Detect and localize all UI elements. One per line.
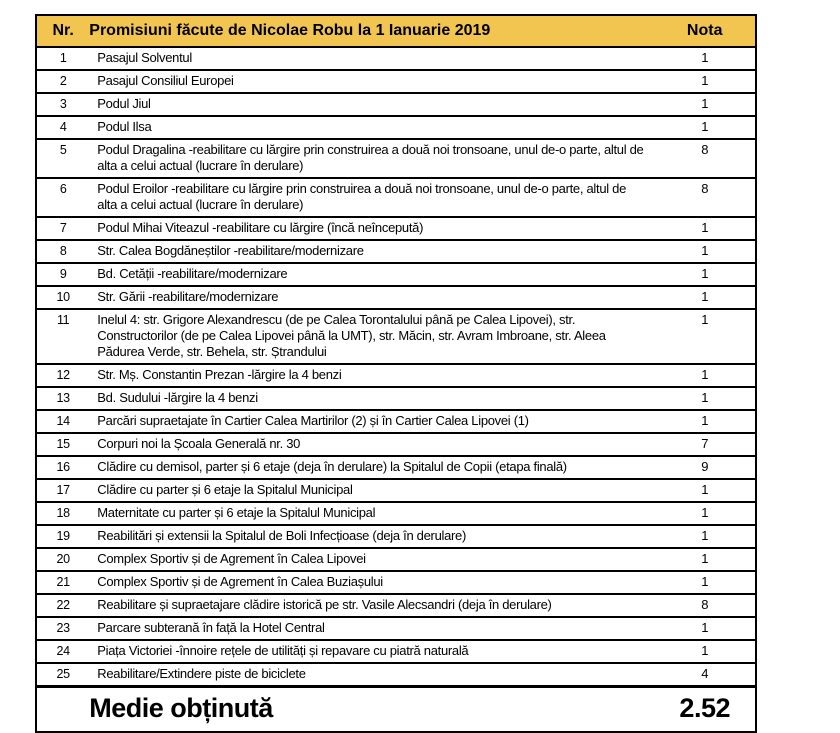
cell-nota: 1 — [654, 387, 756, 410]
cell-nota: 8 — [654, 178, 756, 217]
cell-nr: 5 — [36, 139, 89, 178]
table-row — [36, 571, 756, 594]
cell-nota: 9 — [654, 456, 756, 479]
col-header-nota: Nota — [654, 15, 756, 47]
cell-nota: 1 — [654, 47, 756, 70]
table-row — [36, 139, 756, 178]
cell-promise: Podul Dragalina -reabilitare cu lărgire prin construirea a două noi tronsoane, unul de-o parte, altul de alta a celui actual (lucrare în derulare) — [89, 139, 654, 178]
cell-nr: 6 — [36, 178, 89, 217]
table-row — [36, 640, 756, 663]
cell-nota: 8 — [654, 594, 756, 617]
cell-promise: Inelul 4: str. Grigore Alexandrescu (de pe Calea Torontalului până pe Calea Lipovei), str. Constructorilor (de pe Calea Lipovei până la UMT), str. Măcin, str. Avram Imbroane, str. Aleea Pădurea Verde, str. Behela, str. Ștrandului — [89, 309, 654, 364]
cell-promise: Maternitate cu parter și 6 etaje la Spitalul Municipal — [89, 502, 654, 525]
cell-promise: Reabilitări și extensii la Spitalul de Boli Infecțioase (deja în derulare) — [89, 525, 654, 548]
cell-nota: 1 — [654, 479, 756, 502]
cell-nota: 1 — [654, 617, 756, 640]
cell-nr: 10 — [36, 286, 89, 309]
cell-nr: 21 — [36, 571, 89, 594]
cell-nr: 14 — [36, 410, 89, 433]
cell-nota: 1 — [654, 116, 756, 139]
col-header-promise: Promisiuni făcute de Nicolae Robu la 1 Ianuarie 2019 — [89, 15, 654, 47]
average-label: Medie obținută — [89, 687, 654, 733]
cell-promise: Clădire cu demisol, parter și 6 etaje (deja în derulare) la Spitalul de Copii (etapa finală) — [89, 456, 654, 479]
table-row — [36, 116, 756, 139]
promises-table — [35, 14, 757, 733]
table-row — [36, 47, 756, 70]
cell-nota: 1 — [654, 70, 756, 93]
cell-nr: 8 — [36, 240, 89, 263]
table-row — [36, 217, 756, 240]
cell-nota: 1 — [654, 548, 756, 571]
cell-nr: 17 — [36, 479, 89, 502]
cell-nota: 8 — [654, 139, 756, 178]
cell-promise: Podul Eroilor -reabilitare cu lărgire prin construirea a două noi tronsoane, unul de-o parte, altul de alta a celui actual (lucrare în derulare) — [89, 178, 654, 217]
cell-nota: 1 — [654, 217, 756, 240]
cell-nr: 16 — [36, 456, 89, 479]
cell-promise: Bd. Cetății -reabilitare/modernizare — [89, 263, 654, 286]
cell-promise: Str. Mș. Constantin Prezan -lărgire la 4 benzi — [89, 364, 654, 387]
cell-nota: 1 — [654, 410, 756, 433]
table-row — [36, 479, 756, 502]
table-row — [36, 309, 756, 364]
cell-nr: 18 — [36, 502, 89, 525]
cell-nr: 22 — [36, 594, 89, 617]
cell-promise: Corpuri noi la Școala Generală nr. 30 — [89, 433, 654, 456]
cell-nr: 3 — [36, 93, 89, 116]
cell-nr: 15 — [36, 433, 89, 456]
cell-promise: Reabilitare/Extindere piste de biciclete — [89, 663, 654, 687]
col-header-nr: Nr. — [36, 15, 89, 47]
cell-nr: 7 — [36, 217, 89, 240]
table-row — [36, 93, 756, 116]
cell-nota: 1 — [654, 93, 756, 116]
cell-nr: 13 — [36, 387, 89, 410]
average-value: 2.52 — [654, 687, 756, 733]
cell-promise: Parcări supraetajate în Cartier Calea Martirilor (2) și în Cartier Calea Lipovei (1) — [89, 410, 654, 433]
cell-nota: 1 — [654, 240, 756, 263]
cell-nr: 20 — [36, 548, 89, 571]
cell-nr: 1 — [36, 47, 89, 70]
table-row — [36, 433, 756, 456]
cell-nr: 25 — [36, 663, 89, 687]
table-row — [36, 456, 756, 479]
cell-nota: 4 — [654, 663, 756, 687]
table-row — [36, 240, 756, 263]
table-row — [36, 525, 756, 548]
table-body — [36, 47, 756, 687]
cell-nota: 1 — [654, 263, 756, 286]
cell-nota: 1 — [654, 364, 756, 387]
cell-promise: Str. Calea Bogdăneștilor -reabilitare/modernizare — [89, 240, 654, 263]
table-row — [36, 70, 756, 93]
footer-spacer — [36, 687, 89, 733]
cell-promise: Piața Victoriei -înnoire rețele de utilități și repavare cu piatră naturală — [89, 640, 654, 663]
table-row — [36, 594, 756, 617]
cell-promise: Parcare subterană în față la Hotel Central — [89, 617, 654, 640]
cell-promise: Str. Gării -reabilitare/modernizare — [89, 286, 654, 309]
table-row — [36, 502, 756, 525]
cell-promise: Pasajul Solventul — [89, 47, 654, 70]
cell-nr: 24 — [36, 640, 89, 663]
table-row — [36, 263, 756, 286]
cell-nr: 2 — [36, 70, 89, 93]
cell-nr: 4 — [36, 116, 89, 139]
cell-nota: 1 — [654, 640, 756, 663]
cell-promise: Reabilitare și supraetajare clădire istorică pe str. Vasile Alecsandri (deja în derulare) — [89, 594, 654, 617]
cell-nr: 11 — [36, 309, 89, 364]
cell-nota: 1 — [654, 525, 756, 548]
table-row — [36, 548, 756, 571]
cell-promise: Clădire cu parter și 6 etaje la Spitalul Municipal — [89, 479, 654, 502]
cell-nr: 12 — [36, 364, 89, 387]
cell-nota: 1 — [654, 286, 756, 309]
table-header-row — [36, 15, 756, 47]
table-row — [36, 286, 756, 309]
cell-promise: Podul Mihai Viteazul -reabilitare cu lărgire (încă neîncepută) — [89, 217, 654, 240]
table-row — [36, 178, 756, 217]
table-row — [36, 617, 756, 640]
cell-nota: 1 — [654, 502, 756, 525]
cell-nr: 19 — [36, 525, 89, 548]
table-row — [36, 387, 756, 410]
cell-promise: Podul Ilsa — [89, 116, 654, 139]
cell-nr: 23 — [36, 617, 89, 640]
cell-promise: Podul Jiul — [89, 93, 654, 116]
cell-nota: 7 — [654, 433, 756, 456]
cell-nota: 1 — [654, 571, 756, 594]
cell-promise: Pasajul Consiliul Europei — [89, 70, 654, 93]
cell-promise: Bd. Sudului -lărgire la 4 benzi — [89, 387, 654, 410]
cell-promise: Complex Sportiv și de Agrement în Calea Buziașului — [89, 571, 654, 594]
cell-nota: 1 — [654, 309, 756, 364]
table-footer-row — [36, 687, 756, 733]
table-row — [36, 663, 756, 687]
table-row — [36, 364, 756, 387]
cell-promise: Complex Sportiv și de Agrement în Calea Lipovei — [89, 548, 654, 571]
cell-nr: 9 — [36, 263, 89, 286]
table-row — [36, 410, 756, 433]
